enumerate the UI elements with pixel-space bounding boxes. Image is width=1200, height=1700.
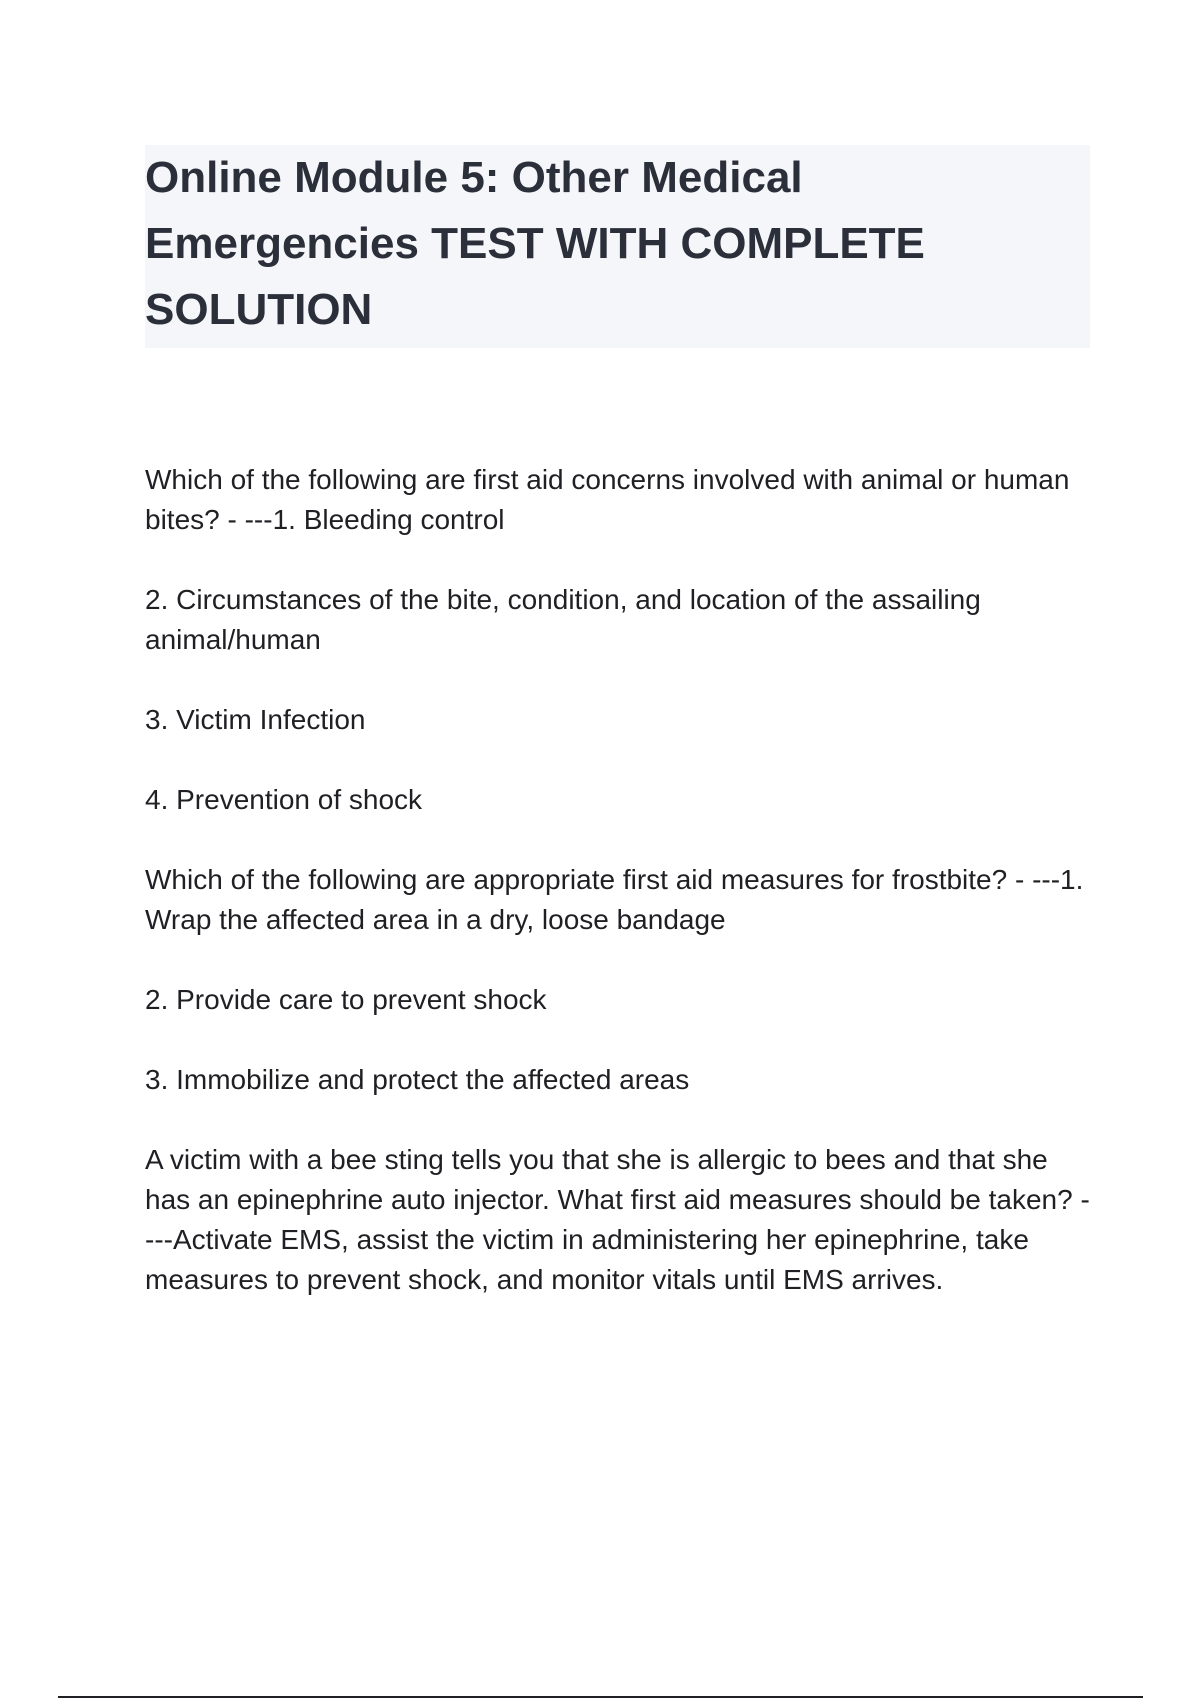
title-block	[145, 145, 1090, 348]
answer-item: 2. Circumstances of the bite, condition, and location of the assailing animal/human	[145, 584, 981, 655]
question-block-bites	[145, 460, 1090, 820]
answer-item: 4. Prevention of shock	[145, 784, 423, 815]
title-line: Online Module 5: Other Medical	[145, 153, 803, 202]
page-title	[145, 145, 1090, 343]
title-line: Emergencies TEST WITH COMPLETE	[145, 219, 925, 268]
question-block-bee-sting	[145, 1140, 1090, 1300]
answer-item: 3. Immobilize and protect the affected areas	[145, 1064, 690, 1095]
answer-item: 3. Victim Infection	[145, 704, 366, 735]
page-bottom-divider	[58, 1696, 1143, 1698]
answer-item: 2. Provide care to prevent shock	[145, 984, 547, 1015]
question-answer-paragraph: Which of the following are first aid concerns involved with animal or human bites? - ---1. Bleeding control	[145, 464, 1070, 535]
question-list	[145, 460, 1090, 1340]
question-answer-paragraph: Which of the following are appropriate first aid measures for frostbite? - ---1. Wrap the affected area in a dry, loose bandage	[145, 864, 1084, 935]
question-answer-paragraph: A victim with a bee sting tells you that she is allergic to bees and that she has an epinephrine auto injector. What first aid measures should be taken? - ---Activate EMS, assist the victim in administering her epinephrine, take measures to prevent shock, and monitor vitals until EMS arrives.	[145, 1144, 1090, 1295]
question-block-frostbite	[145, 860, 1090, 1100]
title-line: SOLUTION	[145, 285, 373, 334]
